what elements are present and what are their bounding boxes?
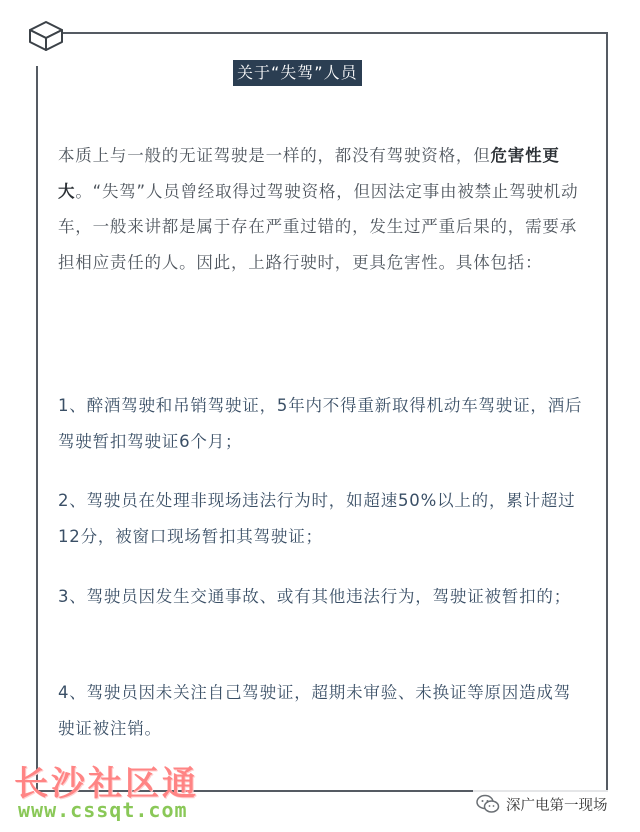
rule-item-3: 3、驾驶员因发生交通事故、或有其他违法行为，驾驶证被暂扣的； xyxy=(58,587,571,606)
frame-top-line xyxy=(58,32,608,34)
intro-bold-text: 危害性更大 xyxy=(58,146,560,201)
watermark-site-name: 长沙社区通 xyxy=(14,764,199,804)
watermark-site-url: www.cssqt.com xyxy=(18,798,188,822)
intro-text-2: 。“失驾”人员曾经取得过驾驶资格，但因法定事由被禁止驾驶机动车，一般来讲都是属于存在严重过错的，发生过严重后果的，需要承担相应责任的人。因此，上路行驶时，更具危害性。具体包括： xyxy=(58,181,579,272)
wechat-icon xyxy=(476,794,500,814)
frame-left-line xyxy=(36,66,38,792)
rule-item-2: 2、驾驶员在处理非现场违法行为时，如超速50%以上的，累计超过12分，被窗口现场暂扣其驾驶证； xyxy=(58,491,576,546)
source-watermark xyxy=(473,790,611,818)
watermark-source: 深广电第一现场 xyxy=(506,797,608,814)
section-title: 关于“失驾”人员 xyxy=(233,60,362,86)
site-watermark xyxy=(14,756,229,826)
cube-icon xyxy=(26,18,66,52)
intro-text-1: 本质上与一般的无证驾驶是一样的，都没有驾驶资格，但 xyxy=(58,146,491,165)
frame-right-line xyxy=(606,32,608,792)
rule-item-4: 4、驾驶员因未关注自己驾驶证，超期未审验、未换证等原因造成驾驶证被注销。 xyxy=(58,683,571,738)
intro-paragraph xyxy=(58,138,588,280)
rule-item-1: 1、醉酒驾驶和吊销驾驶证，5年内不得重新取得机动车驾驶证，酒后驾驶暂扣驾驶证6个月； xyxy=(58,396,583,451)
